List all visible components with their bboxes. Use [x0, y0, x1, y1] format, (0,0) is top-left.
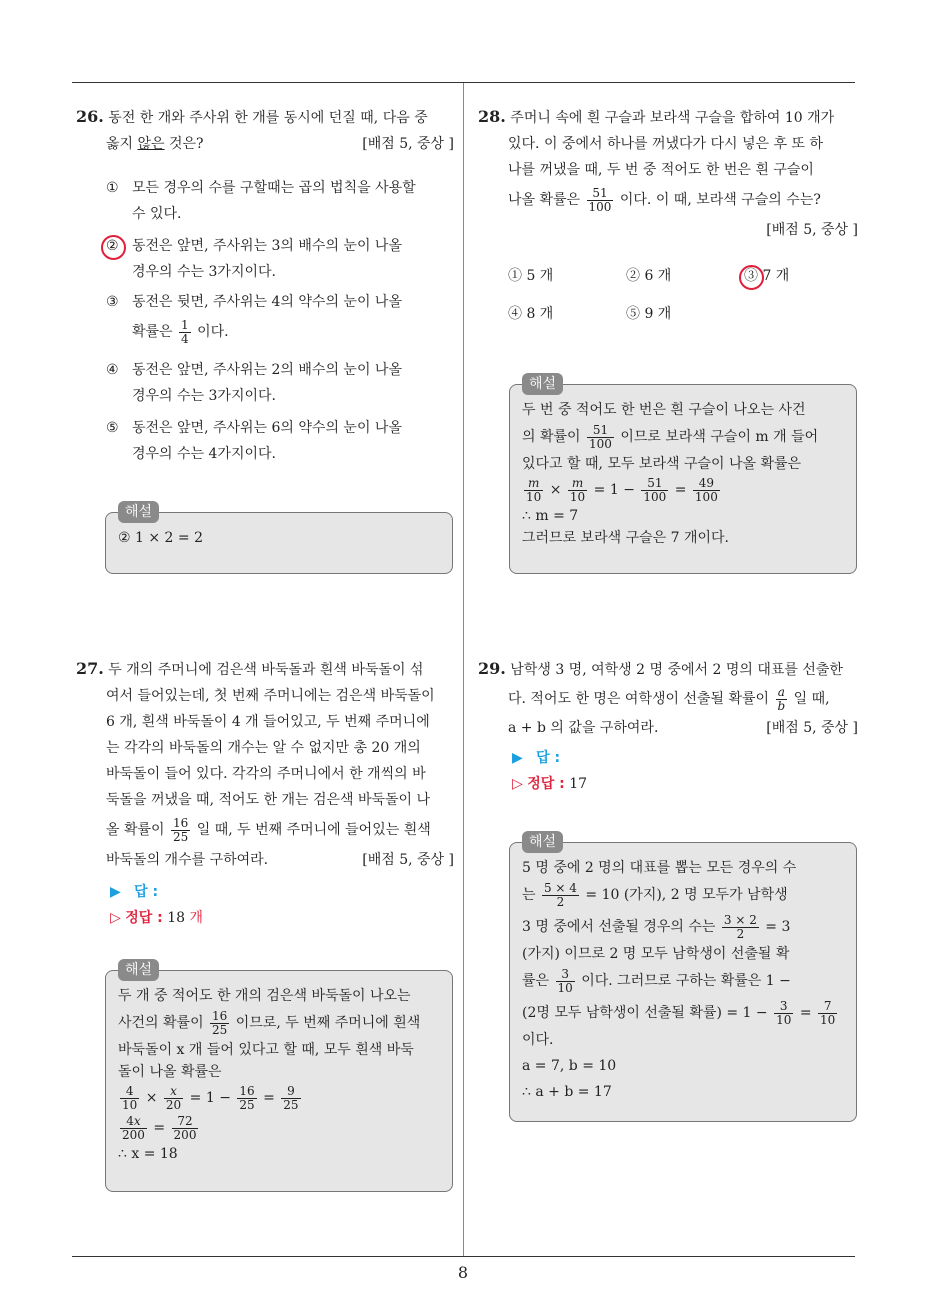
- question-number: 27.: [76, 659, 104, 678]
- outline-triangle-icon: ▷: [512, 776, 523, 792]
- solution-box-28: 해설 두 번 중 적어도 한 번은 흰 구슬이 나오는 사건 의 확률이 $\frac{51}{100}$ 이므로 보라색 구슬이 m 개 들어 있다고 할 때, 모두 보라색 구슬이 나올 확률은 $\frac{m}{10}$ × $\frac{m}{10}$ = 1 − $\frac{51}{100}$ = $\frac{49}{100}$ ∴ m = 7 그러므로 보라색 구슬은 7 개이다.: [509, 384, 857, 574]
- page-number: 8: [457, 1263, 469, 1282]
- solution-box-26: [105, 504, 453, 574]
- choice-2[interactable]: ② 6 개: [626, 268, 672, 284]
- choice-5[interactable]: ⑤ 9 개: [626, 306, 672, 322]
- choice-1[interactable]: ① 모든 경우의 수를 구할때는 곱의 법칙을 사용할 수 있다.: [106, 180, 416, 222]
- choice-grid: [508, 257, 858, 333]
- solution-text: ② 1 × 2 = 2: [118, 530, 203, 546]
- equation-1: $\frac{4}{10}$ × $\frac{x}{20}$ = 1 − $\frac{16}{25}$ = $\frac{9}{25}$: [122, 1083, 299, 1112]
- answer-row[interactable]: ▶ 답 :: [110, 884, 159, 900]
- choice-4[interactable]: ④ 동전은 앞면, 주사위는 2의 배수의 눈이 나올 경우의 수는 3가지이다.: [106, 362, 402, 404]
- choice-2[interactable]: ② 동전은 앞면, 주사위는 3의 배수의 눈이 나올 경우의 수는 3가지이다.: [106, 233, 454, 285]
- solution-tag: 해설: [118, 501, 159, 523]
- score-meta: [배점 5, 중상 ]: [766, 720, 858, 736]
- outline-triangle-icon: ▷: [110, 910, 121, 926]
- fraction: $\frac{16}{25}$: [173, 815, 189, 844]
- equation: $\frac{m}{10}$ × $\frac{m}{10}$ = 1 − $\frac{51}{100}$ = $\frac{49}{100}$: [526, 475, 718, 504]
- fraction: $\frac{1}{4}$: [181, 317, 189, 346]
- play-triangle-icon: ▶: [110, 884, 121, 900]
- selected-answer-circle: [101, 235, 126, 260]
- answer-row[interactable]: ▶ 답 :: [512, 750, 561, 766]
- correct-answer-row: ▷ 정답 : 18 개: [110, 910, 204, 926]
- question-number: 29.: [478, 659, 506, 678]
- solution-tag: 해설: [522, 831, 563, 853]
- choice-4[interactable]: ④ 8 개: [508, 306, 554, 322]
- question-26: [76, 104, 454, 467]
- column-divider: [463, 83, 464, 1256]
- underlined-word: 않은: [137, 136, 165, 152]
- solution-tag: 해설: [118, 959, 159, 981]
- score-meta: [배점 5, 중상 ]: [766, 222, 858, 238]
- choice-3[interactable]: ③ 동전은 뒷면, 주사위는 4의 약수의 눈이 나올 확률은 $\frac{1}{4}$ 이다.: [106, 294, 402, 346]
- play-triangle-icon: ▶: [512, 750, 523, 766]
- choice-1[interactable]: ① 5 개: [508, 268, 554, 284]
- question-29: 29. 남학생 3 명, 여학생 2 명 중에서 2 명의 대표를 선출한 다. 적어도 한 명은 여학생이 선출될 확률이 $\frac{a}{b}$ 일 때, a + b 의 값을 구하여라. [배점 5, 중상 ] ▶ 답 : ▷ 정답 : 17: [478, 656, 858, 797]
- question-number: 26.: [76, 107, 104, 126]
- choice-list: [76, 175, 454, 467]
- question-text: 것은?: [164, 136, 204, 152]
- equation-2: $\frac{4x}{200}$ = $\frac{72}{200}$: [122, 1113, 197, 1142]
- question-28: 28. 주머니 속에 흰 구슬과 보라색 구슬을 합하여 10 개가 있다. 이 중에서 하나를 꺼냈다가 다시 넣은 후 또 하 나를 꺼냈을 때, 두 번 중 적어도 한 번은 흰 구슬이 나올 확률은 $\frac{51}{100}$ 이다. 이 때, 보라색 구슬의 수는? [배점 5, 중상 ] ① 5 개 ② 6 개 ③ 7 개 ④ 8 개 ⑤ 9 개: [478, 104, 858, 333]
- question-number: 28.: [478, 107, 506, 126]
- solution-box-29: 해설 5 명 중에 2 명의 대표를 뽑는 모든 경우의 수 는 $\frac{5 \times 4}{2}$ = 10 (가지), 2 명 모두가 남학생 3 명 중에서 선출될 경우의 수는 $\frac{3 \times 2}{2}$ = 3 (가지) 이므로 2 명 모두 남학생이 선출될 확 률은 $\frac{3}{10}$ 이다. 그러므로 구하는 확률은 1 − (2명 모두 남학생이 선출될 확률) = 1 − $\frac{3}{10}$ = $\frac{7}{10}$ 이다. a = 7, b = 10 ∴ a + b = 17: [509, 842, 857, 1122]
- solution-box-27: 해설 두 개 중 적어도 한 개의 검은색 바둑돌이 나오는 사건의 확률이 $\frac{16}{25}$ 이므로, 두 번째 주머니에 흰색 바둑돌이 x 개 들어 있다고 할 때, 모두 흰색 바둑 돌이 나올 확률은 $\frac{4}{10}$ × $\frac{x}{20}$ = 1 − $\frac{16}{25}$ = $\frac{9}{25}$ $\frac{4x}{200}$ = $\frac{72}{200}$ ∴ x = 18: [105, 970, 453, 1192]
- bottom-rule: [72, 1256, 855, 1257]
- choice-5[interactable]: ⑤ 동전은 앞면, 주사위는 6의 약수의 눈이 나올 경우의 수는 4가지이다.: [106, 420, 402, 462]
- choice-3[interactable]: ③ 7 개: [744, 257, 862, 295]
- question-text: 동전 한 개와 주사위 한 개를 동시에 던질 때, 다음 중: [108, 110, 428, 126]
- score-meta: [배점 5, 중상 ]: [362, 852, 454, 868]
- score-meta: [배점 5, 중상 ]: [362, 136, 454, 152]
- question-text: 옳지: [106, 136, 138, 152]
- correct-answer-row: ▷ 정답 : 17: [512, 776, 588, 792]
- selected-answer-circle: [739, 265, 764, 290]
- question-27: 27. 두 개의 주머니에 검은색 바둑돌과 흰색 바둑돌이 섞 여서 들어있는데, 첫 번째 주머니에는 검은색 바둑돌이 6 개, 흰색 바둑돌이 4 개 들어있고, 두 번째 주머니에 는 각각의 바둑돌의 개수는 알 수 없지만 총 20 개의 바둑돌이 들어 있다. 각각의 주머니에서 한 개씩의 바 둑돌을 꺼냈을 때, 적어도 한 개는 검은색 바둑돌이 나 올 확률이 $\frac{16}{25}$ 일 때, 두 번째 주머니에 들어있는 흰색 바둑돌의 개수를 구하여라. [배점 5, 중상 ] ▶ 답 : ▷ 정답 : 18 개: [76, 656, 454, 931]
- solution-tag: 해설: [522, 373, 563, 395]
